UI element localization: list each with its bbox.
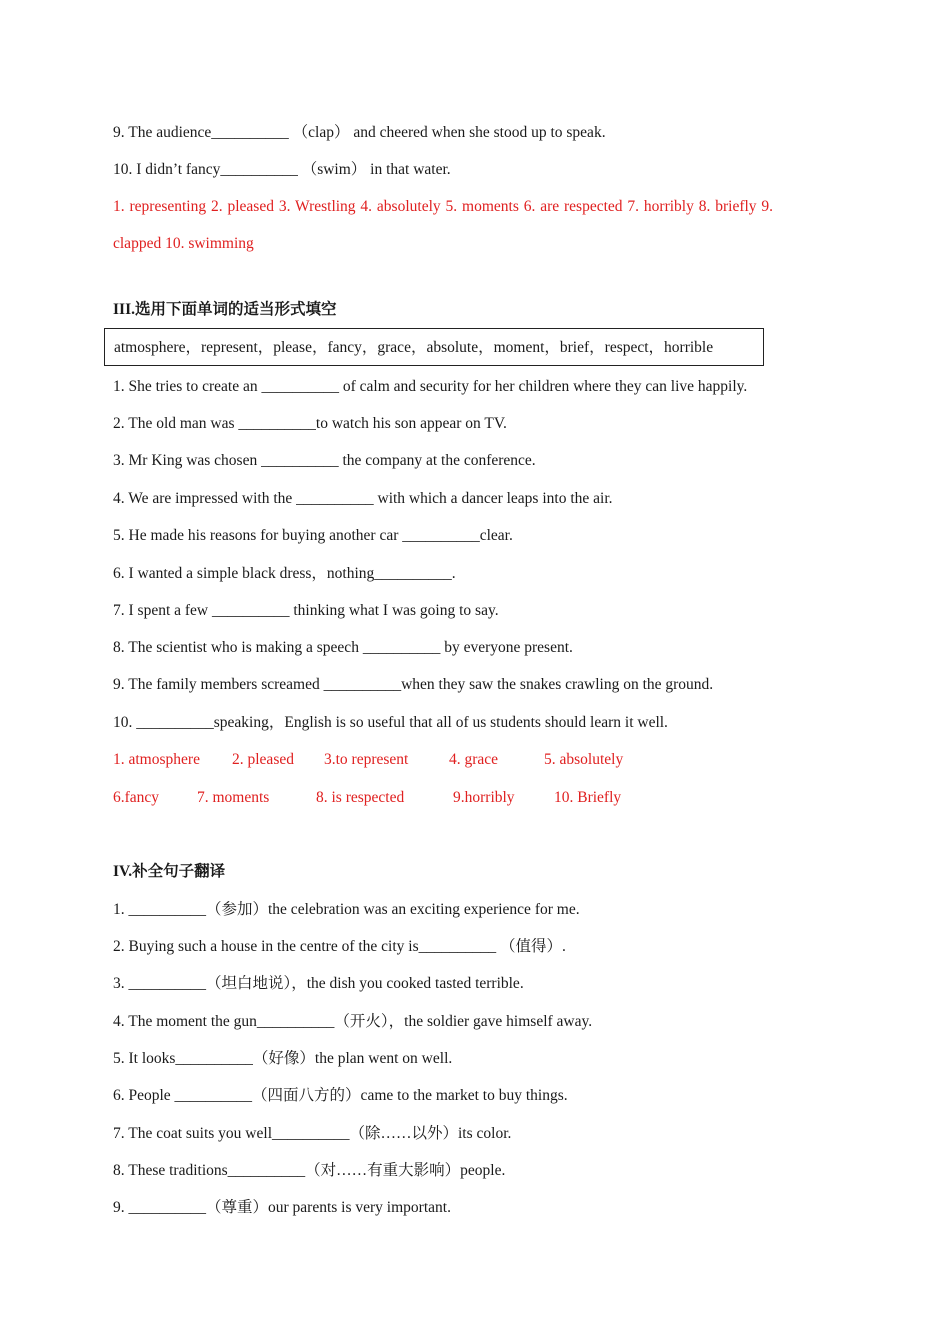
section-3-heading: III.选用下面单词的适当形式填空 <box>113 301 337 318</box>
s3-answer-1: 1. atmosphere <box>113 751 200 768</box>
s3-answer-6: 6.fancy <box>113 789 160 806</box>
s3-question-3: 3. Mr King was chosen __________ the company at the conference. <box>113 452 536 469</box>
s3-answer-9: 9.horribly <box>453 789 515 806</box>
word-bank: atmosphere，represent，please，fancy，grace，absolute，moment，brief，respect，horrible <box>114 339 714 356</box>
answers-line-1: 1. representing 2. pleased 3. Wrestling 4. absolutely 5. moments 6. are respected 7. horribly 8. briefly 9. <box>113 198 774 215</box>
s4-question-7: 7. The coat suits you well__________（除……以外）its color. <box>113 1125 512 1142</box>
s3-question-8: 8. The scientist who is making a speech __________ by everyone present. <box>113 639 573 656</box>
s3-question-7: 7. I spent a few __________ thinking what I was going to say. <box>113 602 499 619</box>
s4-question-4: 4. The moment the gun__________（开火），the soldier gave himself away. <box>113 1013 593 1030</box>
s3-question-2: 2. The old man was __________to watch his son appear on TV. <box>113 415 507 432</box>
s3-answer-5: 5. absolutely <box>544 751 624 768</box>
s3-answer-2: 2. pleased <box>232 751 294 768</box>
answers-line-2: clapped 10. swimming <box>113 235 254 252</box>
s3-question-10: 10. __________speaking，English is so useful that all of us students should learn it well. <box>113 714 668 731</box>
s3-answer-7: 7. moments <box>197 789 270 806</box>
s3-answer-4: 4. grace <box>449 751 499 768</box>
s4-question-2: 2. Buying such a house in the centre of the city is__________ （值得）. <box>113 938 566 955</box>
question-10: 10. I didn’t fancy__________ （swim） in that water. <box>113 161 451 178</box>
s4-question-1: 1. __________（参加）the celebration was an exciting experience for me. <box>113 901 580 918</box>
s3-answer-3: 3.to represent <box>324 751 409 768</box>
s3-answer-10: 10. Briefly <box>554 789 622 806</box>
s3-question-5: 5. He made his reasons for buying another car __________clear. <box>113 527 513 544</box>
word-bank-box <box>104 328 764 366</box>
question-9: 9. The audience__________ （clap） and cheered when she stood up to speak. <box>113 124 606 141</box>
s3-question-4: 4. We are impressed with the __________ with which a dancer leaps into the air. <box>113 490 613 507</box>
section-4-heading: IV.补全句子翻译 <box>113 863 226 880</box>
s3-answer-8: 8. is respected <box>316 789 405 806</box>
s4-question-6: 6. People __________（四面八方的）came to the market to buy things. <box>113 1087 568 1104</box>
s3-question-1: 1. She tries to create an __________ of calm and security for her children where they can live happily. <box>113 378 748 395</box>
s4-question-3: 3. __________（坦白地说），the dish you cooked tasted terrible. <box>113 975 524 992</box>
s4-question-9: 9. __________（尊重）our parents is very important. <box>113 1199 451 1216</box>
s4-question-5: 5. It looks__________（好像）the plan went on well. <box>113 1050 453 1067</box>
s4-question-8: 8. These traditions__________（对……有重大影响）people. <box>113 1162 506 1179</box>
s3-question-6: 6. I wanted a simple black dress，nothing__________. <box>113 565 456 582</box>
s3-question-9: 9. The family members screamed __________when they saw the snakes crawling on the ground. <box>113 676 714 693</box>
